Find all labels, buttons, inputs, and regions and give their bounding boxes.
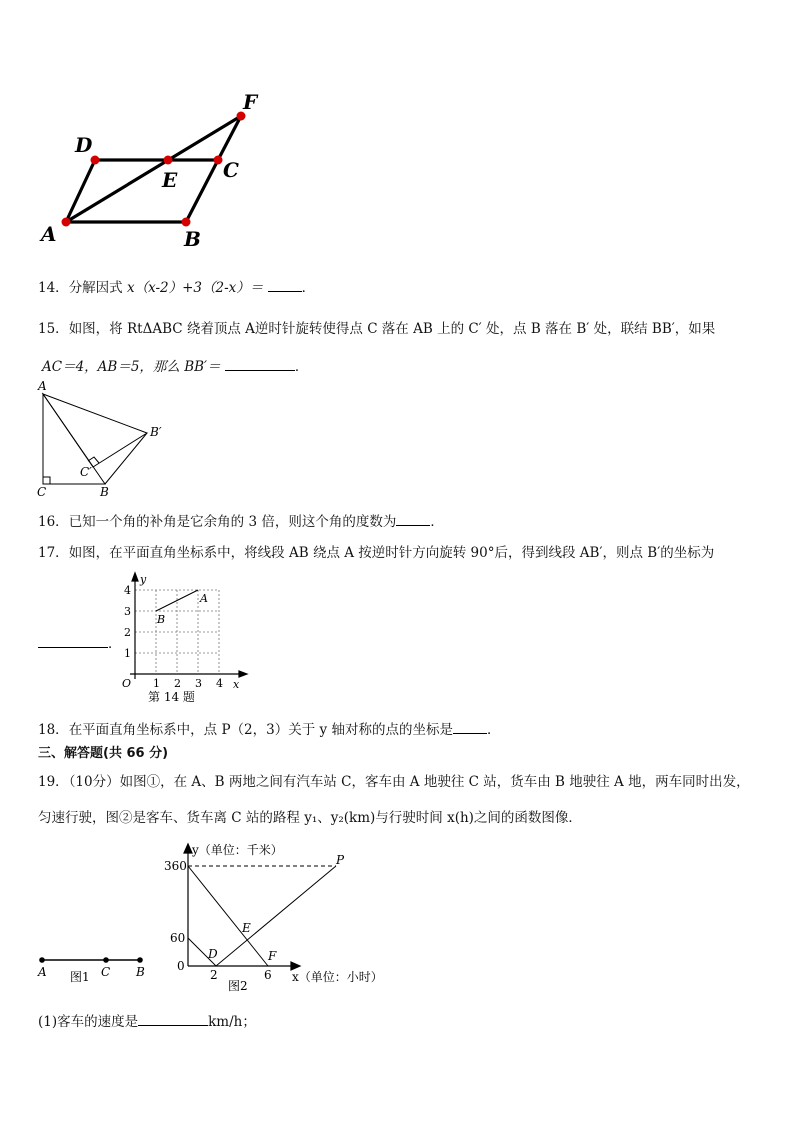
question-19-sub1 [38, 1010, 256, 1030]
fig2-tick-60: 60 [170, 931, 186, 945]
q16-suffix: ． [430, 514, 444, 530]
q17-grid-figure [110, 568, 310, 708]
x-tick-2: 2 [174, 677, 181, 690]
q14-number: 14． [38, 280, 69, 296]
fig2-caption: 图2 [228, 979, 248, 993]
y-tick-2: 2 [124, 626, 131, 639]
q16-answer-blank[interactable] [396, 513, 430, 526]
fig1-point-c [103, 957, 109, 963]
q15-suffix: ． [294, 359, 309, 375]
question-16 [38, 510, 444, 530]
question-15-line2 [42, 355, 308, 375]
parallelogram-abcd [66, 160, 218, 222]
point-c [214, 156, 223, 165]
q14-expression: x（x-2）+3（2-x）＝ [126, 280, 264, 296]
label-a: A [41, 222, 57, 246]
point-e [164, 156, 173, 165]
q15-label-a: A [38, 379, 47, 393]
q16-number: 16． [38, 514, 69, 530]
point-a [62, 218, 71, 227]
label-d: D [75, 133, 93, 157]
right-angle-c [43, 477, 50, 484]
q19-sub1-answer-blank[interactable] [138, 1013, 208, 1026]
label-e: E [162, 168, 178, 192]
q18-text: 在平面直角坐标系中，点 P（2，3）关于 y 轴对称的点的坐标是 [68, 722, 453, 738]
x-tick-4: 4 [216, 677, 223, 690]
point-a-label: A [200, 592, 208, 605]
point-b [182, 218, 191, 227]
question-19-line1 [38, 770, 750, 790]
y-tick-4: 4 [124, 584, 131, 597]
q15-line1: 如图，将 RtΔABC 绕着顶点 A逆时针旋转使得点 C 落在 AB 上的 C′ 处，点 B 落在 B′ 处，联结 BB′，如果 [68, 321, 716, 337]
y-tick-3: 3 [124, 605, 131, 618]
q17-answer-blank[interactable] [38, 635, 108, 648]
q15-line2: AC＝4，AB＝5，那么 BB′＝ [42, 359, 221, 375]
q19-number: 19． [38, 774, 69, 790]
q17-text: 如图，在平面直角坐标系中，将线段 AB 绕点 A 按逆时针方向旋转 90°后，得到线段 AB′，则点 B′的坐标为 [68, 545, 715, 561]
q15-label-b: B [100, 485, 109, 499]
question-19-line2 [38, 806, 582, 826]
q15-number: 15． [38, 321, 69, 337]
question-17 [38, 541, 714, 561]
q17-suffix: ． [108, 636, 122, 652]
point-b-label: B [157, 613, 166, 626]
q15-answer-blank[interactable] [225, 358, 295, 371]
q14-suffix: ． [301, 280, 316, 296]
q18-suffix: ． [486, 722, 501, 738]
q19-sub1-prefix: (1)客车的速度是 [38, 1014, 139, 1030]
q19-figure-2 [160, 838, 420, 998]
fig2-tick-360: 360 [164, 859, 187, 873]
fig1-label-c: C [101, 965, 111, 979]
q15-label-c1: C′ [80, 465, 92, 479]
x-tick-3: 3 [195, 677, 202, 690]
fig2-y-label: y（单位：千米） [192, 843, 283, 857]
question-15-line1 [38, 317, 715, 337]
fig2-label-d: D [208, 947, 218, 961]
fig2-label-e: E [242, 921, 251, 935]
fig1-label-a: A [38, 965, 47, 979]
q15-rotation-figure [30, 378, 230, 498]
q14-prefix: 分解因式 [68, 280, 123, 296]
grid-caption: 第 14 题 [148, 690, 195, 704]
section-3-title: 三、解答题(共 66 分) [38, 746, 169, 761]
parallelogram-figure [0, 0, 794, 260]
x-axis-label: x [233, 678, 240, 691]
triangle-ab1c1 [43, 394, 147, 467]
q16-text: 已知一个角的补角是它余角的 3 倍，则这个角的度数为 [68, 514, 397, 530]
fig2-x-arrow [291, 962, 300, 970]
y-axis-arrow [132, 573, 138, 581]
fig2-label-f: F [268, 949, 277, 963]
q19-sub1-unit: km/h； [208, 1014, 256, 1030]
fig2-x-label: x（单位：小时） [292, 970, 383, 984]
question-18 [38, 718, 500, 738]
fig2-tick-0: 0 [177, 959, 185, 973]
q19-line1: （10分）如图①，在 A、B 两地之间有汽车站 C，客车由 A 地驶往 C 站，货车由 B 地驶往 A 地，两车同时出发， [68, 774, 750, 790]
fig1-point-a [39, 957, 45, 963]
fig1-point-b [137, 957, 143, 963]
y-axis-label: y [140, 573, 147, 586]
label-c: C [223, 158, 239, 182]
q17-number: 17． [38, 545, 69, 561]
label-f: F [243, 90, 258, 114]
x-tick-1: 1 [153, 677, 160, 690]
line-y2 [188, 866, 268, 966]
fig2-tick-2: 2 [210, 968, 218, 982]
q19-figure-1 [30, 948, 170, 998]
fig2-tick-6: 6 [264, 968, 272, 982]
q18-number: 18． [38, 722, 69, 738]
fig1-label-b: B [136, 965, 145, 979]
fig2-label-p: P [336, 853, 345, 867]
origin-label: O [122, 677, 132, 690]
segment-bb1 [105, 433, 147, 484]
x-axis-arrow [239, 671, 247, 677]
q19-line2: 匀速行驶，图②是客车、货车离 C 站的路程 y₁、y₂(km)与行驶时间 x(h)之间的函数图像． [38, 810, 582, 826]
question-14 [38, 276, 315, 296]
label-b: B [184, 227, 201, 251]
q18-answer-blank[interactable] [453, 721, 487, 734]
fig2-y-arrow [184, 844, 192, 853]
fig1-caption: 图1 [70, 970, 90, 984]
y-tick-1: 1 [124, 647, 131, 660]
q15-label-b1: B′ [150, 425, 162, 439]
q14-answer-blank[interactable] [268, 279, 302, 292]
question-17-answer [38, 632, 122, 652]
q15-label-c: C [37, 485, 47, 499]
